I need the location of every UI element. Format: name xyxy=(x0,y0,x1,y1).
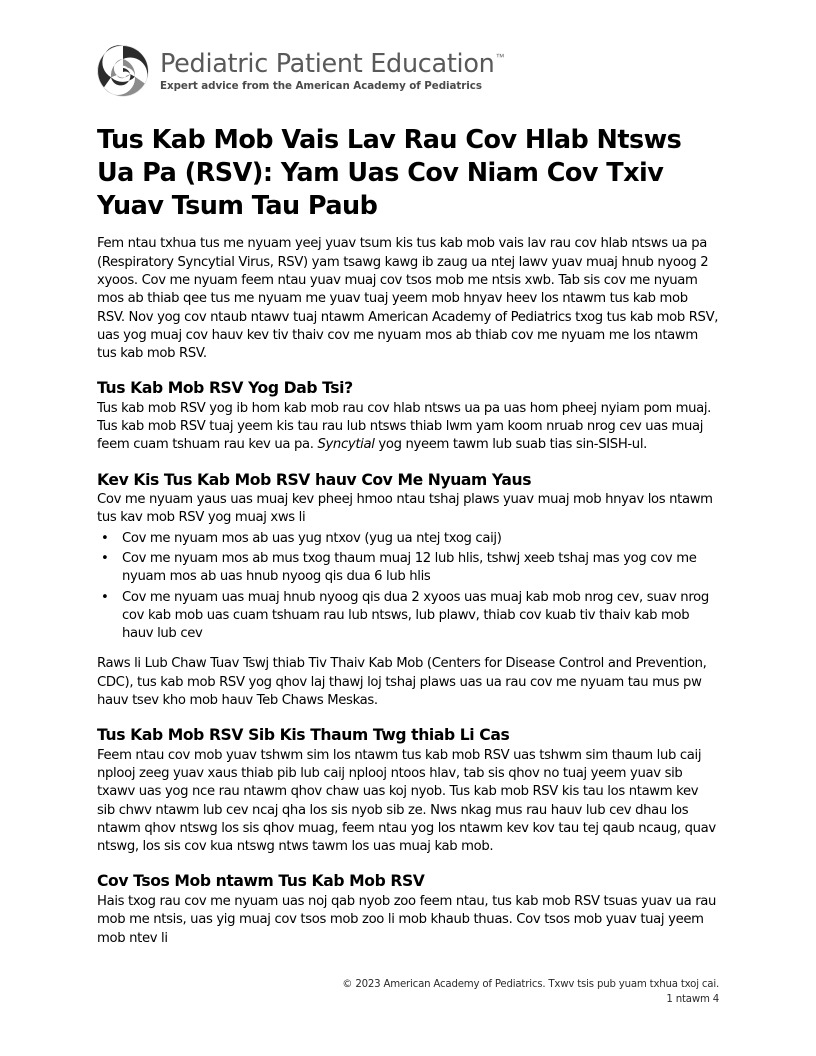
list-item xyxy=(97,550,719,587)
section-heading-what-is-rsv: Tus Kab Mob RSV Yog Dab Tsi? xyxy=(97,379,353,398)
section-paragraph-rsv-symptoms: Hais txog rau cov me nyuam uas noj qab nyob zoo feem ntau, tus kab mob RSV tsuas yuav ua rau mob me ntsis, uas yig muaj cov tsos mob zoo li mob khaub thuas. Cov tsos mob yuav tuaj yeem mob ntev li xyxy=(97,893,717,946)
paragraph-part-after-italic: yog nyeem tawm lub suab tias sin-SISH-ul. xyxy=(374,437,648,453)
list-item xyxy=(97,589,719,644)
page-title: Tus Kab Mob Vais Lav Rau Cov Hlab Ntsws Ua Pa (RSV): Yam Uas Cov Niam Cov Txiv Yuav Tsum Tau Paub xyxy=(97,125,682,222)
brand-tagline: Expert advice from the American Academy of Pediatrics xyxy=(160,80,482,93)
list-item xyxy=(97,530,719,548)
brand-title: Pediatric Patient Education xyxy=(160,48,495,79)
masthead xyxy=(97,0,719,98)
section-heading-rsv-symptoms: Cov Tsos Mob ntawm Tus Kab Mob RSV xyxy=(97,872,425,891)
trademark-symbol: ™ xyxy=(495,51,505,62)
bullet-icon: • xyxy=(101,530,109,546)
page-footer xyxy=(97,978,719,1008)
section-heading-rsv-in-children: Kev Kis Tus Kab Mob RSV hauv Cov Me Nyuam Yaus xyxy=(97,470,532,489)
section-heading-when-and-how-rsv-spreads: Tus Kab Mob RSV Sib Kis Thaum Twg thiab Li Cas xyxy=(97,726,510,745)
document-content xyxy=(97,0,719,948)
bullet-icon: • xyxy=(101,551,109,567)
section-paragraph-what-is-rsv xyxy=(97,400,719,455)
italic-term-syncytial: Syncytial xyxy=(317,437,375,453)
aap-spiral-logo-icon xyxy=(97,45,149,97)
bullet-icon: • xyxy=(101,589,109,605)
section-paragraph-when-and-how-rsv-spreads: Feem ntau cov mob yuav tshwm sim los ntawm tus kab mob RSV uas tshwm sim thaum lub caij nplooj zeeg yuav xaus thiab pib lub caij nplooj ntoos hlav, tab sis qhov no tuaj yeem yuav sib txawv uas yog nce rau ntawm qhov chaw uas koj nyob. Tus kab mob RSV kis tau los ntawm kev sib chwv ntawm lub cev ncaj qha los sis nyob sib ze. Nws nkag mus rau hauv lub cev dhau los ntawm qhov ntswg los sis qhov muag, feem ntau yog los ntawm kev kov tau tej qaub ncaug, quav ntswg, los sis cov kua ntswg ntws tawm los uas muaj kab mob. xyxy=(97,747,716,855)
section-paragraph-cdc: Raws li Lub Chaw Tuav Tswj thiab Tiv Thaiv Kab Mob (Centers for Disease Control and Prevention, CDC), tus kab mob RSV yog qhov laj thawj loj tshaj plaws uas ua rau cov me nyuam tau mus pw hauv tsev kho mob hauv Teb Chaws Meskas. xyxy=(97,656,707,709)
intro-paragraph: Fem ntau txhua tus me nyuam yeej yuav tsum kis tus kab mob vais lav rau cov hlab ntsws ua pa (Respiratory Syncytial Virus, RSV) yam tsawg kawg ib zaug ua ntej lawv yuav muaj hnub nyoog 2 xyoos. Cov me nyuam feem ntau yuav muaj cov tsos mob me ntsis xwb. Tab sis cov me nyuam mos ab thiab qee tus me nyuam me yuav tuaj yeem mob hnyav heev los ntawm tus kab mob RSV. Nov yog cov ntaub ntawv tuaj ntawm American Academy of Pediatrics txog tus kab mob RSV, uas yog muaj cov hauv kev tiv thaiv cov me nyuam mos ab thiab cov me nyuam me los ntawm tus kab mob RSV. xyxy=(97,236,719,362)
list-item-label: Cov me nyuam mos ab mus txog thaum muaj 12 lub hlis, tshwj xeeb tshaj mas yog cov me nyuam mos ab uas hnub nyoog qis dua 6 lub hlis xyxy=(122,551,697,585)
footer-copyright: © 2023 American Academy of Pediatrics. Txwv tsis pub yuam txhua txoj cai. xyxy=(342,979,719,990)
risk-factors-list xyxy=(97,530,719,644)
footer-page-number: 1 ntawm 4 xyxy=(666,993,719,1005)
paragraph-part-before-italic: Tus kab mob RSV yog ib hom kab mob rau cov hlab ntsws ua pa uas hom pheej nyiam pom muaj. Tus kab mob RSV tuaj yeem kis tau rau lub ntsws thiab lwm yam koom nruab nrog cev uas muaj feem cuam tshuam rau kev ua pa. xyxy=(97,400,712,453)
masthead-text xyxy=(160,49,505,94)
section-paragraph-rsv-in-children: Cov me nyuam yaus uas muaj kev pheej hmoo ntau tshaj plaws yuav muaj mob hnyav los ntawm tus kav mob RSV yog muaj xws li xyxy=(97,492,713,526)
list-item-label: Cov me nyuam uas muaj hnub nyoog qis dua 2 xyoos uas muaj kab mob nrog cev, suav nrog cov kab mob uas cuam tshuam rau lub ntsws, lub plawv, thiab cov kuab tiv thaiv kab mob hauv lub cev xyxy=(122,589,709,642)
list-item-label: Cov me nyuam mos ab uas yug ntxov (yug ua ntej txog caij) xyxy=(122,530,502,546)
brand-title-row xyxy=(160,48,505,79)
